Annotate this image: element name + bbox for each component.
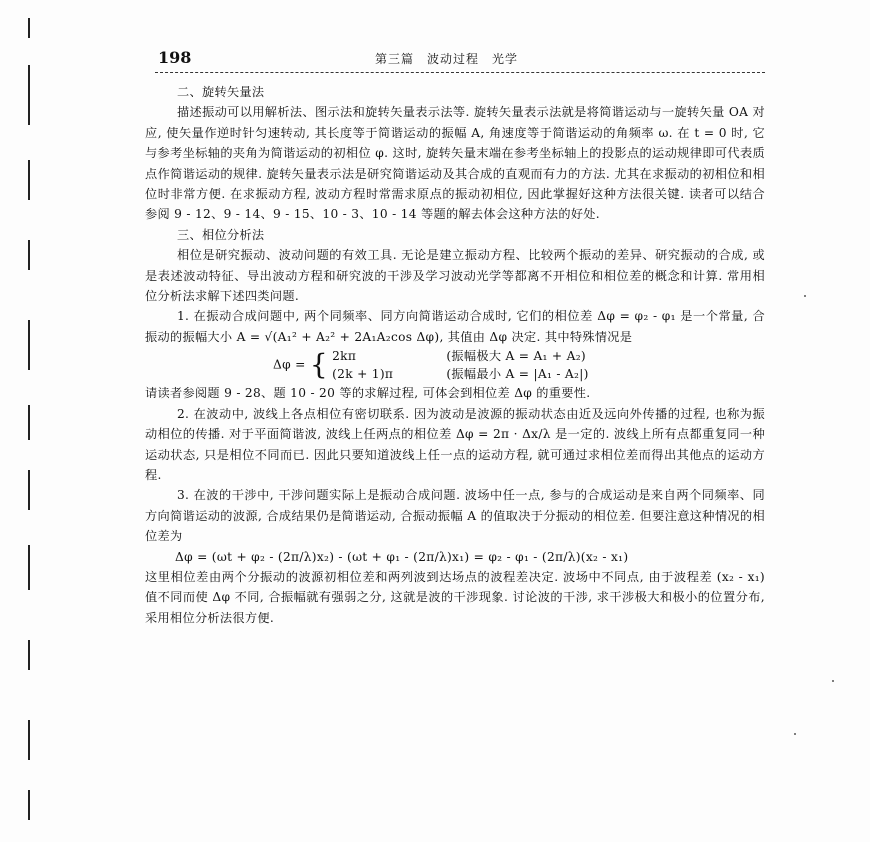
- phase-difference-formula: Δφ = (ωt + φ₂ - (2π/λ)x₂) - (ωt + φ₁ - (2π/λ)x₁) = φ₂ - φ₁ - (2π/λ)(x₂ - x₁): [175, 549, 629, 564]
- paragraph: 相位是研究振动、波动问题的有效工具. 无论是建立振动方程、比较两个振动的差异、研究振动的合成, 或是表述波动特征、导出波动方程和研究波的干涉及学习波动光学等都离不开相位和相位差的概念和计算. 常用相位分析法求解下述四类问题.: [145, 248, 765, 304]
- section-heading: 二、旋转矢量法: [177, 85, 265, 99]
- binding-mark: [28, 405, 30, 440]
- case-condition: (振幅最小 A = |A₁ - A₂|): [446, 367, 589, 382]
- binding-mark: [28, 65, 30, 125]
- running-head: 第三篇 波动过程 光学: [375, 52, 519, 66]
- page-number: 198: [158, 48, 192, 67]
- formula-lhs: Δφ =: [273, 357, 306, 372]
- section-heading: 三、相位分析法: [177, 227, 265, 242]
- binding-mark: [28, 240, 30, 270]
- binding-mark: [28, 320, 30, 370]
- brace: {: [309, 348, 328, 382]
- scan-speck: [832, 680, 834, 682]
- paragraph: 请读者参阅题 9 - 28、题 10 - 20 等的求解过程, 可体会到相位差 Δφ 的重要性.: [145, 386, 591, 401]
- page-body: [145, 82, 765, 628]
- page-header: [155, 48, 765, 70]
- case-value: 2kπ: [332, 349, 357, 364]
- case-row: [332, 365, 589, 383]
- binding-mark: [28, 790, 30, 820]
- paragraph: 描述振动可以用解析法、图示法和旋转矢量表示法等. 旋转矢量表示法就是将简谐运动与一旋转矢量 OA 对应, 使矢量作逆时针匀速转动, 其长度等于简谐运动的振幅 A, 角速度等于简谐运动的角频率 ω. 在 t = 0 时, 它与参考坐标轴的夹角为简谐运动的初相位 φ. 这时, 旋转矢量末端在参考坐标轴上的投影点的运动规律即可代表质点作简谐运动的规律. 旋转矢量表示法是研究简谐运动及其合成的直观而有力的方法. 尤其在求振动的初相位和相位时非常方便. 在求振动方程, 波动方程时常需求原点的振动初相位, 因此掌握好这种方法很关键. 读者可以结合参阅 9 - 12、9 - 14、9 - 15、10 - 3、10 - 14 等题的解去体会这种方法的好处.: [145, 105, 765, 222]
- case-condition: (振幅极大 A = A₁ + A₂): [446, 349, 586, 364]
- scan-speck: [794, 733, 796, 735]
- paragraph: 2. 在波动中, 波线上各点相位有密切联系. 因为波动是波源的振动状态由近及远向外传播的过程, 也称为振动相位的传播. 对于平面简谐波, 波线上任两点的相位差 Δφ = 2π · Δx/λ 是一定的. 波线上所有点都重复同一种运动状态, 只是相位不同而已. 因此只要知道波线上任一点的运动方程, 就可通过求相位差而得出其他点的运动方程.: [145, 406, 765, 482]
- binding-mark: [28, 470, 30, 510]
- case-list: [332, 347, 589, 383]
- binding-mark: [28, 160, 30, 200]
- binding-mark: [28, 545, 30, 590]
- binding-mark: [28, 640, 30, 670]
- paragraph: 1. 在振动合成问题中, 两个同频率、同方向简谐运动合成时, 它们的相位差 Δφ = φ₂ - φ₁ 是一个常量, 合振动的振幅大小 A = √(A₁² + A₂² + 2A₁A₂cos Δφ), 其值由 Δφ 决定. 其中特殊情况是: [145, 309, 765, 344]
- piecewise-formula: [145, 347, 765, 383]
- binding-mark: [28, 720, 30, 760]
- paragraph: 3. 在波的干涉中, 干涉问题实际上是振动合成问题. 波场中任一点, 参与的合成运动是来自两个同频率、同方向简谐运动的波源, 合成结果仍是简谐运动, 合振动振幅 A 的值取决于分振动的相位差. 但要注意这种情况的相位差为: [145, 488, 765, 544]
- case-value: (2k + 1)π: [332, 367, 394, 382]
- scan-speck: [804, 295, 806, 297]
- paragraph: 这里相位差由两个分振动的波源初相位差和两列波到达场点的波程差决定. 波场中不同点, 由于波程差 (x₂ - x₁) 值不同而使 Δφ 不同, 合振幅就有强弱之分, 这就是波的干涉现象. 讨论波的干涉, 求干涉极大和极小的位置分布, 采用相位分析法很方便.: [145, 569, 765, 625]
- header-rule: [155, 72, 765, 73]
- binding-mark: [28, 18, 30, 38]
- case-row: [332, 347, 589, 365]
